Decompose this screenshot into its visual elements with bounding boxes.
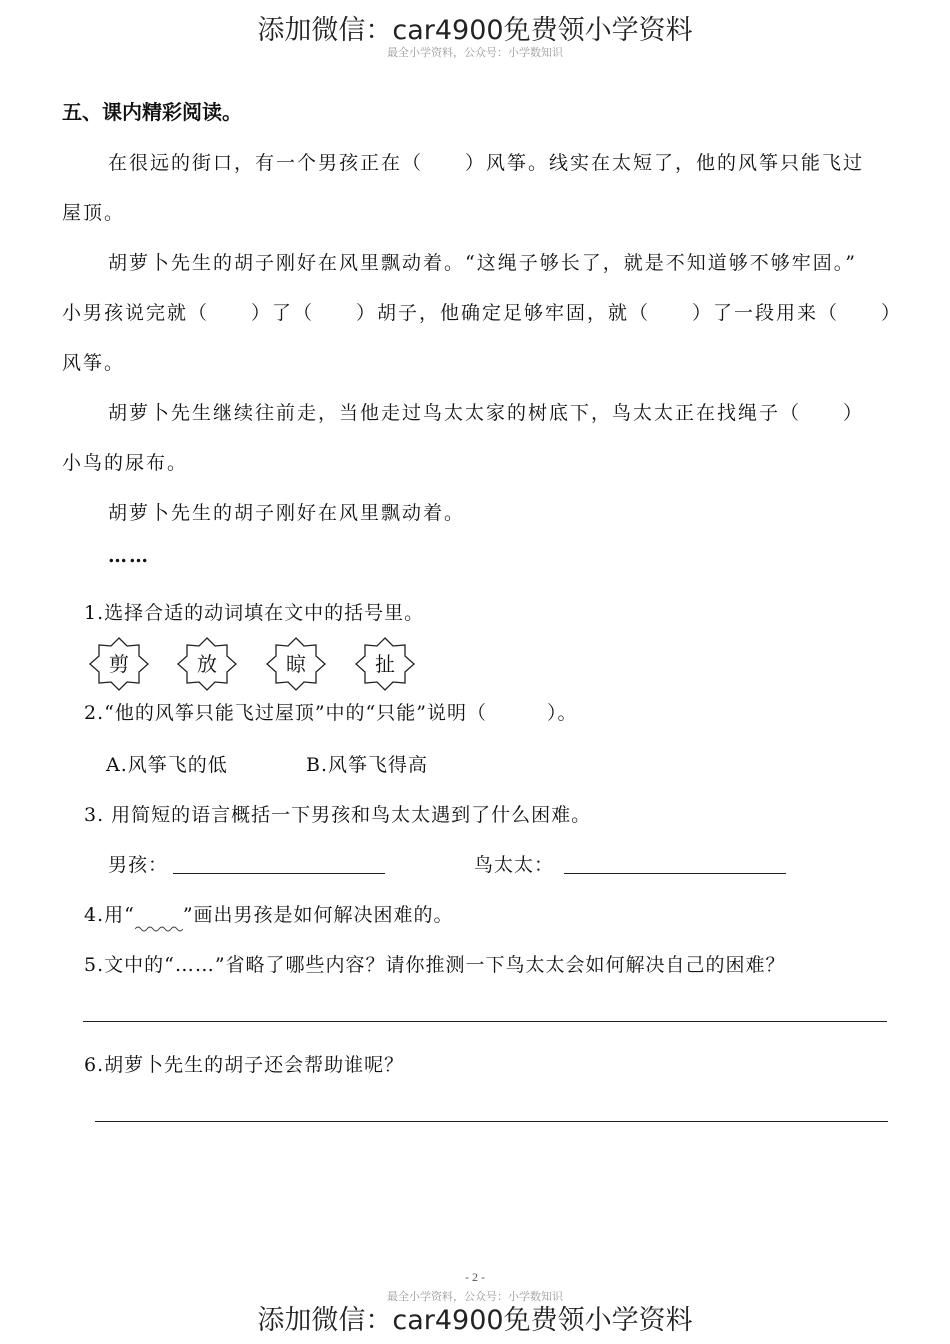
- header-note: 最全小学资料，公众号：小学数知识: [387, 46, 563, 59]
- passage-ellipsis: ……: [108, 545, 150, 567]
- question-4-suffix: ”画出男孩是如何解决困难的。: [182, 904, 454, 926]
- passage-line: 胡萝卜先生的胡子刚好在风里飘动着。“这绳子够长了，就是不知道够不够牢固。”: [108, 252, 857, 274]
- word-star: [265, 637, 327, 691]
- question-2: 2.“他的风筝只能飞过屋顶”中的“只能”说明（ ）。: [84, 702, 578, 724]
- passage-line: 风筝。: [62, 352, 126, 374]
- word-choice: 扯: [375, 652, 395, 676]
- page-number: - 2 -: [465, 1270, 485, 1284]
- option-b: B.风筝飞得高: [306, 754, 429, 776]
- boy-answer-line[interactable]: [173, 873, 385, 874]
- word-star: [176, 637, 238, 691]
- question-3: 3. 用简短的语言概括一下男孩和鸟太太遇到了什么困难。: [84, 804, 592, 826]
- question-5: 5.文中的“……”省略了哪些内容？请你推测一下鸟太太会如何解决自己的困难？: [84, 954, 786, 976]
- question-6: 6.胡萝卜先生的胡子还会帮助谁呢？: [84, 1054, 405, 1076]
- passage-line: 小男孩说完就（ ）了（ ）胡子，他确定足够牢固，就（ ）了一段用来（ ）: [62, 302, 903, 324]
- section-title: 五、课内精彩阅读。: [62, 100, 242, 124]
- passage-line: 在很远的街口，有一个男孩正在（ ）风筝。线实在太短了，他的风筝只能飞过: [108, 152, 865, 174]
- bird-answer-line[interactable]: [564, 873, 786, 874]
- question-1: 1.选择合适的动词填在文中的括号里。: [84, 602, 425, 624]
- bird-label: 鸟太太：: [474, 854, 555, 876]
- question-4: [84, 900, 454, 927]
- question-4-prefix: 4.用“: [84, 904, 135, 926]
- passage-line: 胡萝卜先生的胡子刚好在风里飘动着。: [108, 502, 466, 524]
- passage-line: 屋顶。: [62, 202, 126, 224]
- watermark-bottom: 添加微信：car4900免费领小学资料: [257, 1305, 693, 1336]
- watermark-top: 添加微信：car4900免费领小学资料: [257, 15, 693, 46]
- word-choice: 晾: [286, 652, 306, 676]
- wavy-line-icon: [135, 915, 183, 927]
- footer-note: 最全小学资料，公众号：小学数知识: [387, 1290, 563, 1303]
- passage-line: 小鸟的尿布。: [62, 452, 189, 474]
- word-star: [88, 637, 150, 691]
- word-choice: 放: [197, 652, 217, 676]
- word-star: [354, 637, 416, 691]
- option-a: A.风筝飞的低: [106, 754, 228, 776]
- q6-answer-line[interactable]: [95, 1121, 888, 1122]
- q5-answer-line[interactable]: [83, 1021, 887, 1022]
- word-choice: 剪: [109, 652, 129, 676]
- boy-label: 男孩：: [108, 854, 169, 876]
- passage-line: 胡萝卜先生继续往前走，当他走过鸟太太家的树底下，鸟太太正在找绳子（ ）: [108, 402, 865, 424]
